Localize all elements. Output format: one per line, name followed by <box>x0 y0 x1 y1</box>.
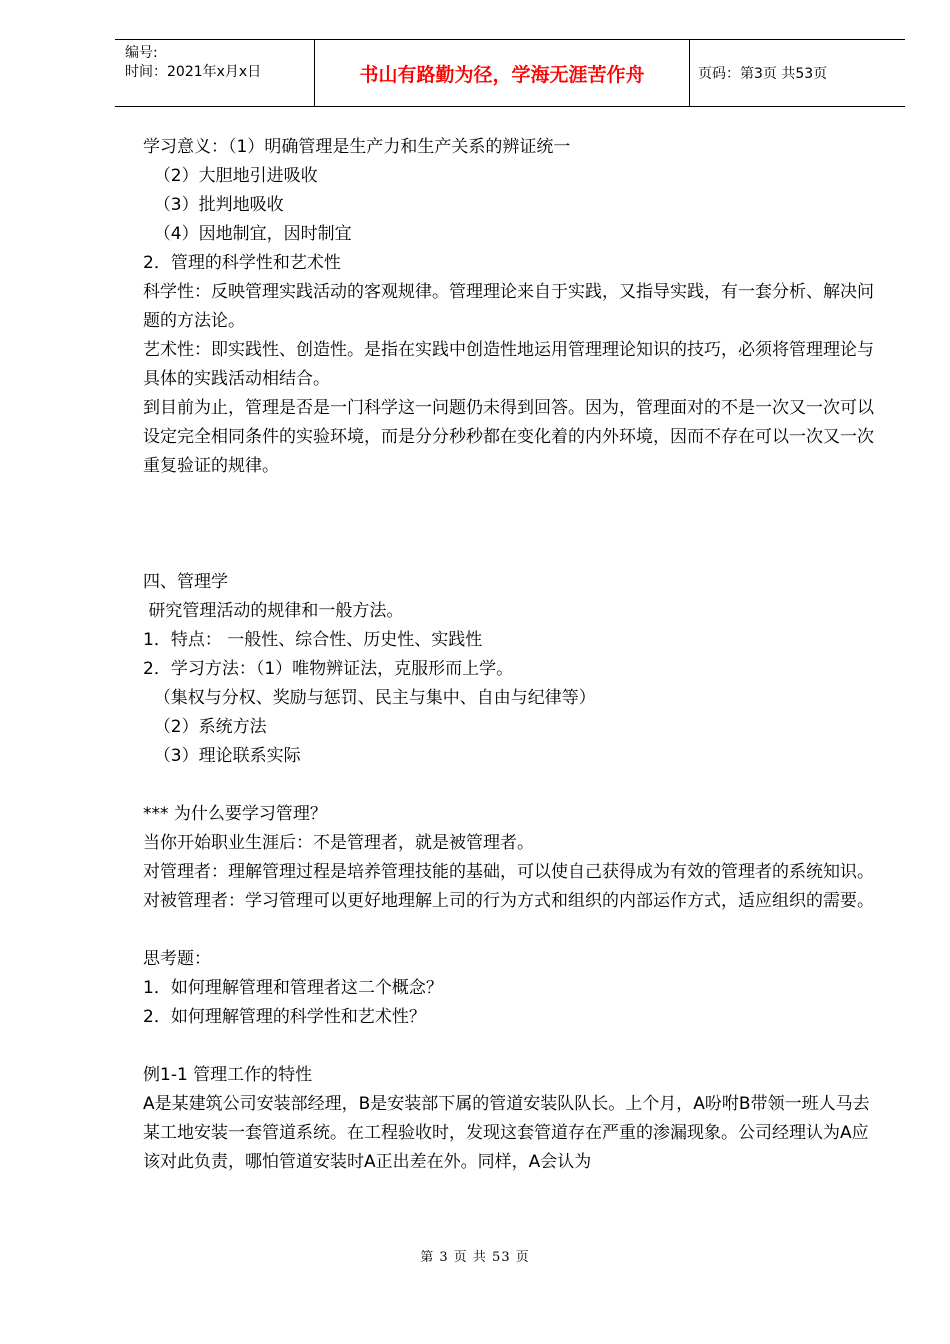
paragraph: A是某建筑公司安装部经理，B是安装部下属的管道安装队队长。上个月，A吩咐B带领一班人马去某工地安装一套管道系统。在工程验收时，发现这套管道存在严重的渗漏现象。公司经理认为A应该对此负责，哪怕管道安装时A正出差在外。同样，A会认为 <box>143 1094 870 1172</box>
page-footer: 第 3 页 共 53 页 <box>420 1250 530 1265</box>
paragraph: 科学性：反映管理实践活动的客观规律。管理理论来自于实践，又指导实践，有一套分析、解决问题的方法论。 <box>143 282 874 331</box>
paragraph: 学习意义：（1）明确管理是生产力和生产关系的辨证统一 <box>143 137 571 157</box>
paragraph: *** 为什么要学习管理？ <box>143 804 327 824</box>
document-body <box>143 133 878 1177</box>
paragraph: 思考题： <box>143 949 211 969</box>
paragraph: 四、管理学 <box>143 572 228 592</box>
paragraph: （4）因地制宜，因时制宜 <box>143 224 352 244</box>
section-why-learn <box>143 800 878 916</box>
header-motto: 书山有路勤为径，学海无涯苦作舟 <box>315 40 690 106</box>
section-example <box>143 1061 878 1177</box>
section-significance <box>143 133 878 481</box>
page-header <box>115 39 905 107</box>
paragraph: 到目前为止，管理是否是一门科学这一问题仍未得到回答。因为，管理面对的不是一次又一次可以设定完全相同条件的实验环境，而是分分秒秒都在变化着的内外环境，因而不存在可以一次又一次重复验证的规律。 <box>143 398 874 476</box>
paragraph: （3）批判地吸收 <box>143 195 284 215</box>
paragraph: 2．学习方法：（1）唯物辨证法，克服形而上学。 <box>143 659 514 679</box>
paragraph: 2．管理的科学性和艺术性 <box>143 253 341 273</box>
paragraph: 艺术性：即实践性、创造性。是指在实践中创造性地运用管理理论知识的技巧，必须将管理理论与具体的实践活动相结合。 <box>143 340 874 389</box>
paragraph: 对被管理者：学习管理可以更好地理解上司的行为方式和组织的内部运作方式，适应组织的需要。 <box>143 891 874 911</box>
paragraph: 例1-1 管理工作的特性 <box>143 1065 313 1085</box>
paragraph: 当你开始职业生涯后：不是管理者，就是被管理者。 <box>143 833 534 853</box>
paragraph: 对管理者：理解管理过程是培养管理技能的基础，可以使自己获得成为有效的管理者的系统知识。 <box>143 862 874 882</box>
header-page-info: 页码：第3页 共53页 <box>698 66 828 82</box>
paragraph: 1．如何理解管理和管理者这二个概念？ <box>143 978 443 998</box>
paragraph: 2．如何理解管理的科学性和艺术性？ <box>143 1007 426 1027</box>
time-label: 时间：2021年x月x日 <box>125 64 262 80</box>
number-label: 编号: <box>125 45 158 61</box>
paragraph: （集权与分权、奖励与惩罚、民主与集中、自由与纪律等） <box>143 688 596 708</box>
section-management-science <box>143 568 878 771</box>
paragraph: （3）理论联系实际 <box>143 746 301 766</box>
paragraph: （2）系统方法 <box>143 717 267 737</box>
paragraph: 研究管理活动的规律和一般方法。 <box>143 601 404 621</box>
header-meta <box>115 40 315 106</box>
paragraph: （2）大胆地引进吸收 <box>143 166 318 186</box>
section-questions <box>143 945 878 1032</box>
paragraph: 1．特点： 一般性、综合性、历史性、实践性 <box>143 630 483 650</box>
